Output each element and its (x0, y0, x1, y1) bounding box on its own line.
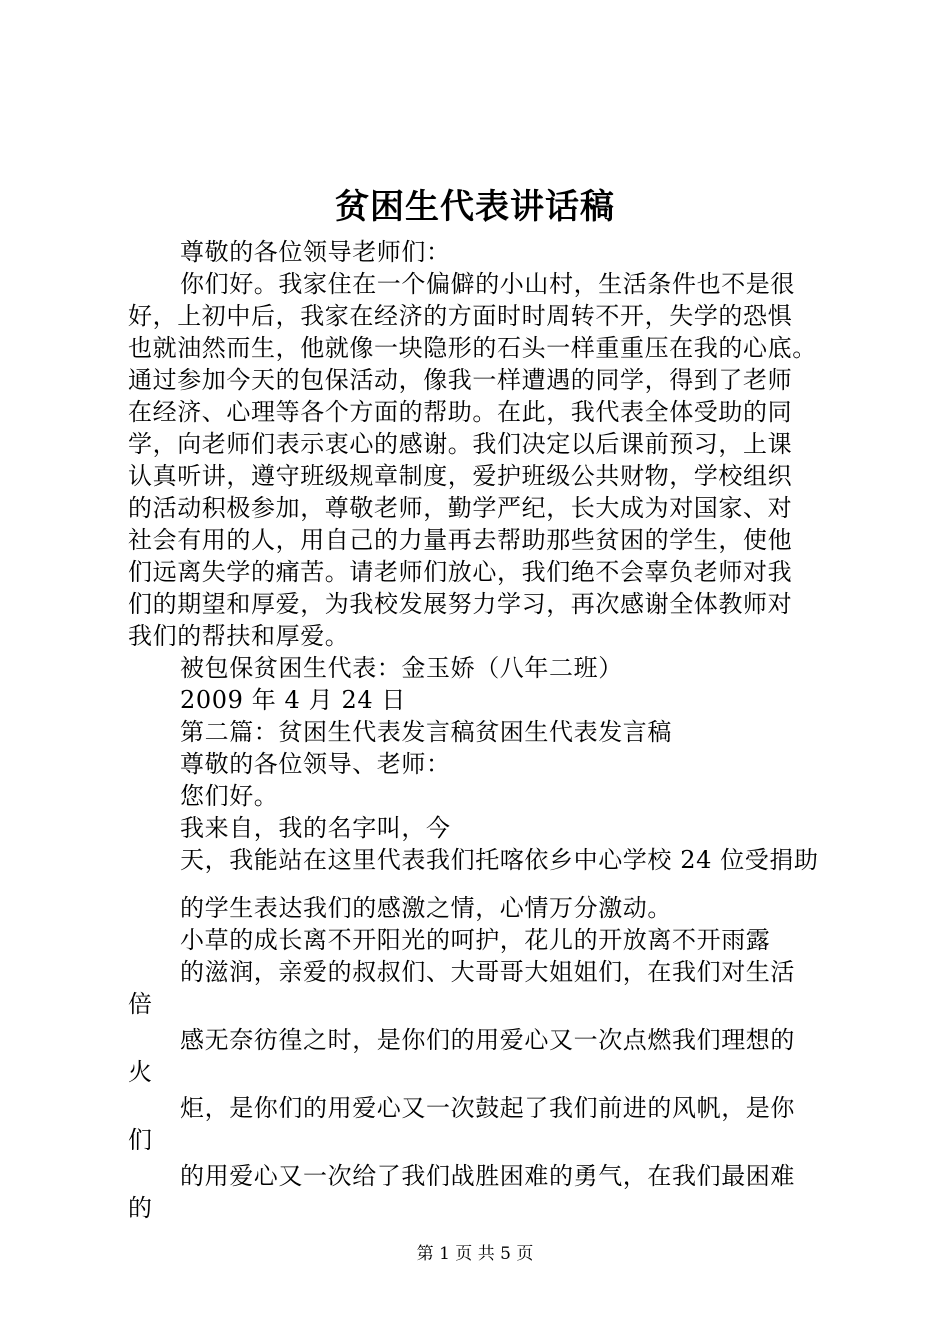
text-line: 尊敬的各位领导老师们： (180, 238, 451, 266)
text-line: 学，向老师们表示衷心的感谢。我们决定以后课前预习，上课 (128, 430, 793, 458)
text-line: 的活动积极参加，尊敬老师，勤学严纪，长大成为对国家、对 (128, 494, 793, 522)
text-line: 的 (128, 1194, 153, 1222)
text-line: 炬，是你们的用爱心又一次鼓起了我们前进的风帆，是你 (180, 1094, 795, 1122)
text-line: 认真听讲，遵守班级规章制度，爱护班级公共财物，学校组织 (128, 462, 793, 490)
text-line: 天，我能站在这里代表我们托喀依乡中心学校 24 位受捐助 (180, 846, 819, 874)
text-line: 感无奈彷徨之时，是你们的用爱心又一次点燃我们理想的 (180, 1026, 795, 1054)
text-line: 的滋润，亲爱的叔叔们、大哥哥大姐姐们，在我们对生活 (180, 958, 795, 986)
text-line: 小草的成长离不开阳光的呵护，花儿的开放离不开雨露 (180, 926, 771, 954)
text-line: 在经济、心理等各个方面的帮助。在此，我代表全体受助的同 (128, 398, 793, 426)
text-line: 好，上初中后，我家在经济的方面时时周转不开，失学的恐惧 (128, 302, 793, 330)
text-line: 社会有用的人，用自己的力量再去帮助那些贫困的学生，使他 (128, 526, 793, 554)
section-heading: 第二篇：贫困生代表发言稿贫困生代表发言稿 (180, 718, 672, 746)
text-line: 你们好。我家住在一个偏僻的小山村，生活条件也不是很 (180, 270, 795, 298)
text-line: 我来自，我的名字叫，今 (180, 814, 451, 842)
text-line: 我们的帮扶和厚爱。 (128, 622, 350, 650)
text-line: 尊敬的各位领导、老师： (180, 750, 451, 778)
date-line: 2009 年 4 月 24 日 (180, 686, 407, 714)
text-line: 倍 (128, 990, 153, 1018)
text-line: 的用爱心又一次给了我们战胜困难的勇气，在我们最困难 (180, 1162, 795, 1190)
text-line: 的学生表达我们的感激之情，心情万分激动。 (180, 894, 672, 922)
text-line: 您们好。 (180, 782, 279, 810)
page-footer: 第 1 页 共 5 页 (416, 1244, 534, 1264)
text-line: 也就油然而生，他就像一块隐形的石头一样重重压在我的心底。 (128, 334, 817, 362)
text-line: 们的期望和厚爱，为我校发展努力学习，再次感谢全体教师对 (128, 590, 793, 618)
document-title: 贫困生代表讲话稿 (335, 187, 615, 227)
text-line: 们远离失学的痛苦。请老师们放心，我们绝不会辜负老师对我 (128, 558, 793, 586)
text-line: 们 (128, 1126, 153, 1154)
text-line: 火 (128, 1058, 153, 1086)
text-line: 通过参加今天的包保活动，像我一样遭遇的同学，得到了老师 (128, 366, 793, 394)
signature-line: 被包保贫困生代表：金玉娇（八年二班） (180, 654, 623, 682)
